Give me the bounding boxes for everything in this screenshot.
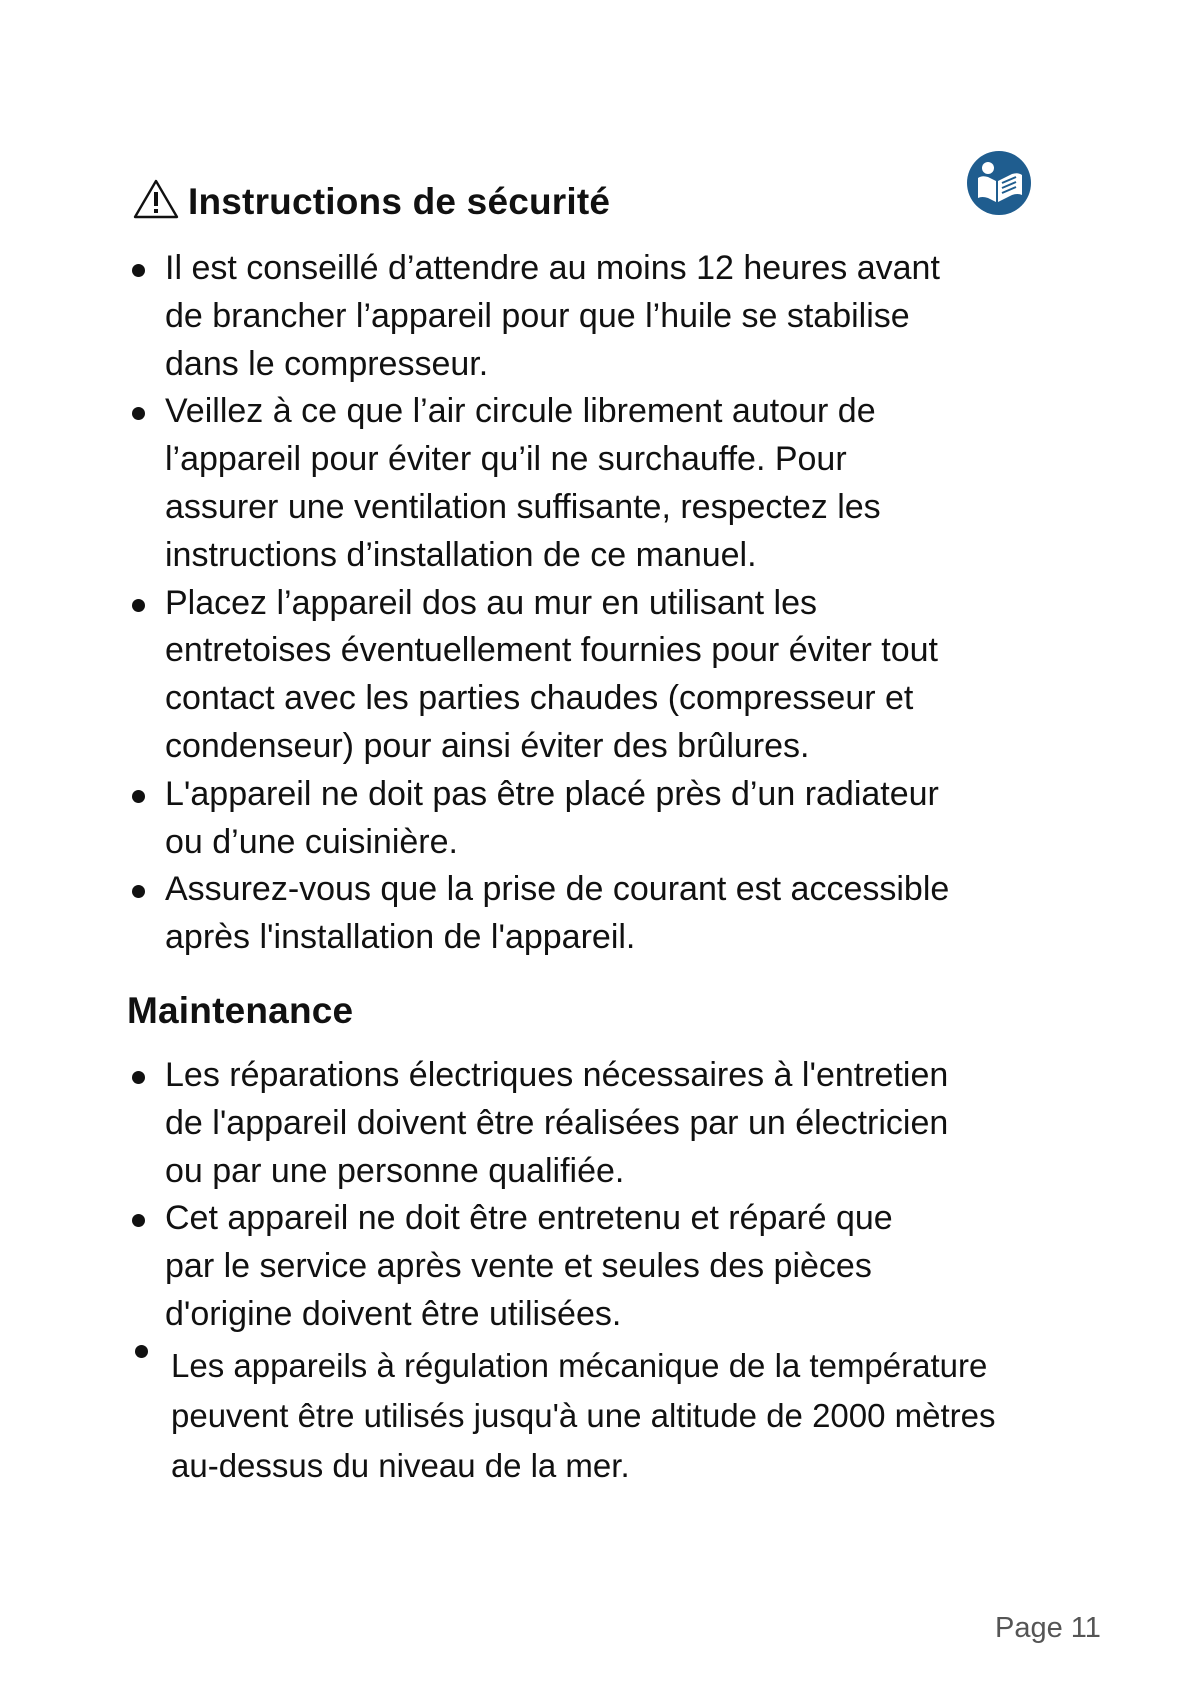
- list-item: Les appareils à régulation mécanique de la température peuvent être utilisés jusqu'à une altitude de 2000 mètres au-dessus du niveau de la mer.: [132, 1341, 1032, 1491]
- bullet-dot: [132, 264, 145, 277]
- list-item: L'appareil ne doit pas être placé près d’un radiateur ou d’une cuisinière.: [132, 771, 1032, 867]
- list-item: Les réparations électriques nécessaires à l'entretien de l'appareil doivent être réalisées par un électricien ou par une personne qualifiée.: [132, 1052, 1032, 1195]
- bullet-dot: [132, 1214, 145, 1227]
- safety-heading: [132, 178, 610, 223]
- warning-triangle-icon: [132, 178, 180, 220]
- maintenance-list: [132, 1052, 1032, 1491]
- list-item: Placez l’appareil dos au mur en utilisant les entretoises éventuellement fournies pour éviter tout contact avec les parties chaudes (compresseur et condenseur) pour ainsi éviter des brûlures.: [132, 580, 1032, 771]
- list-item: Veillez à ce que l’air circule librement autour de l’appareil pour éviter qu’il ne surchauffe. Pour assurer une ventilation suffisante, respectez les instructions d’installation de ce manuel.: [132, 388, 1032, 579]
- bullet-dot: [132, 599, 145, 612]
- bullet-dot: [132, 790, 145, 803]
- bullet-dot: [132, 1071, 145, 1084]
- bullet-dot: [132, 885, 145, 898]
- read-manual-icon: [966, 150, 1032, 216]
- bullet-dot: [132, 407, 145, 420]
- page-number: Page 11: [995, 1612, 1101, 1644]
- list-item: Il est conseillé d’attendre au moins 12 heures avant de brancher l’appareil pour que l’huile se stabilise dans le compresseur.: [132, 245, 1032, 388]
- bullet-dot: [135, 1345, 148, 1358]
- maintenance-heading: Maintenance: [127, 990, 354, 1031]
- list-item: Assurez-vous que la prise de courant est accessible après l'installation de l'appareil.: [132, 866, 1032, 962]
- safety-list: [132, 245, 1032, 962]
- list-item: Cet appareil ne doit être entretenu et réparé que par le service après vente et seules des pièces d'origine doivent être utilisées.: [132, 1195, 1032, 1338]
- safety-title: Instructions de sécurité: [188, 181, 611, 222]
